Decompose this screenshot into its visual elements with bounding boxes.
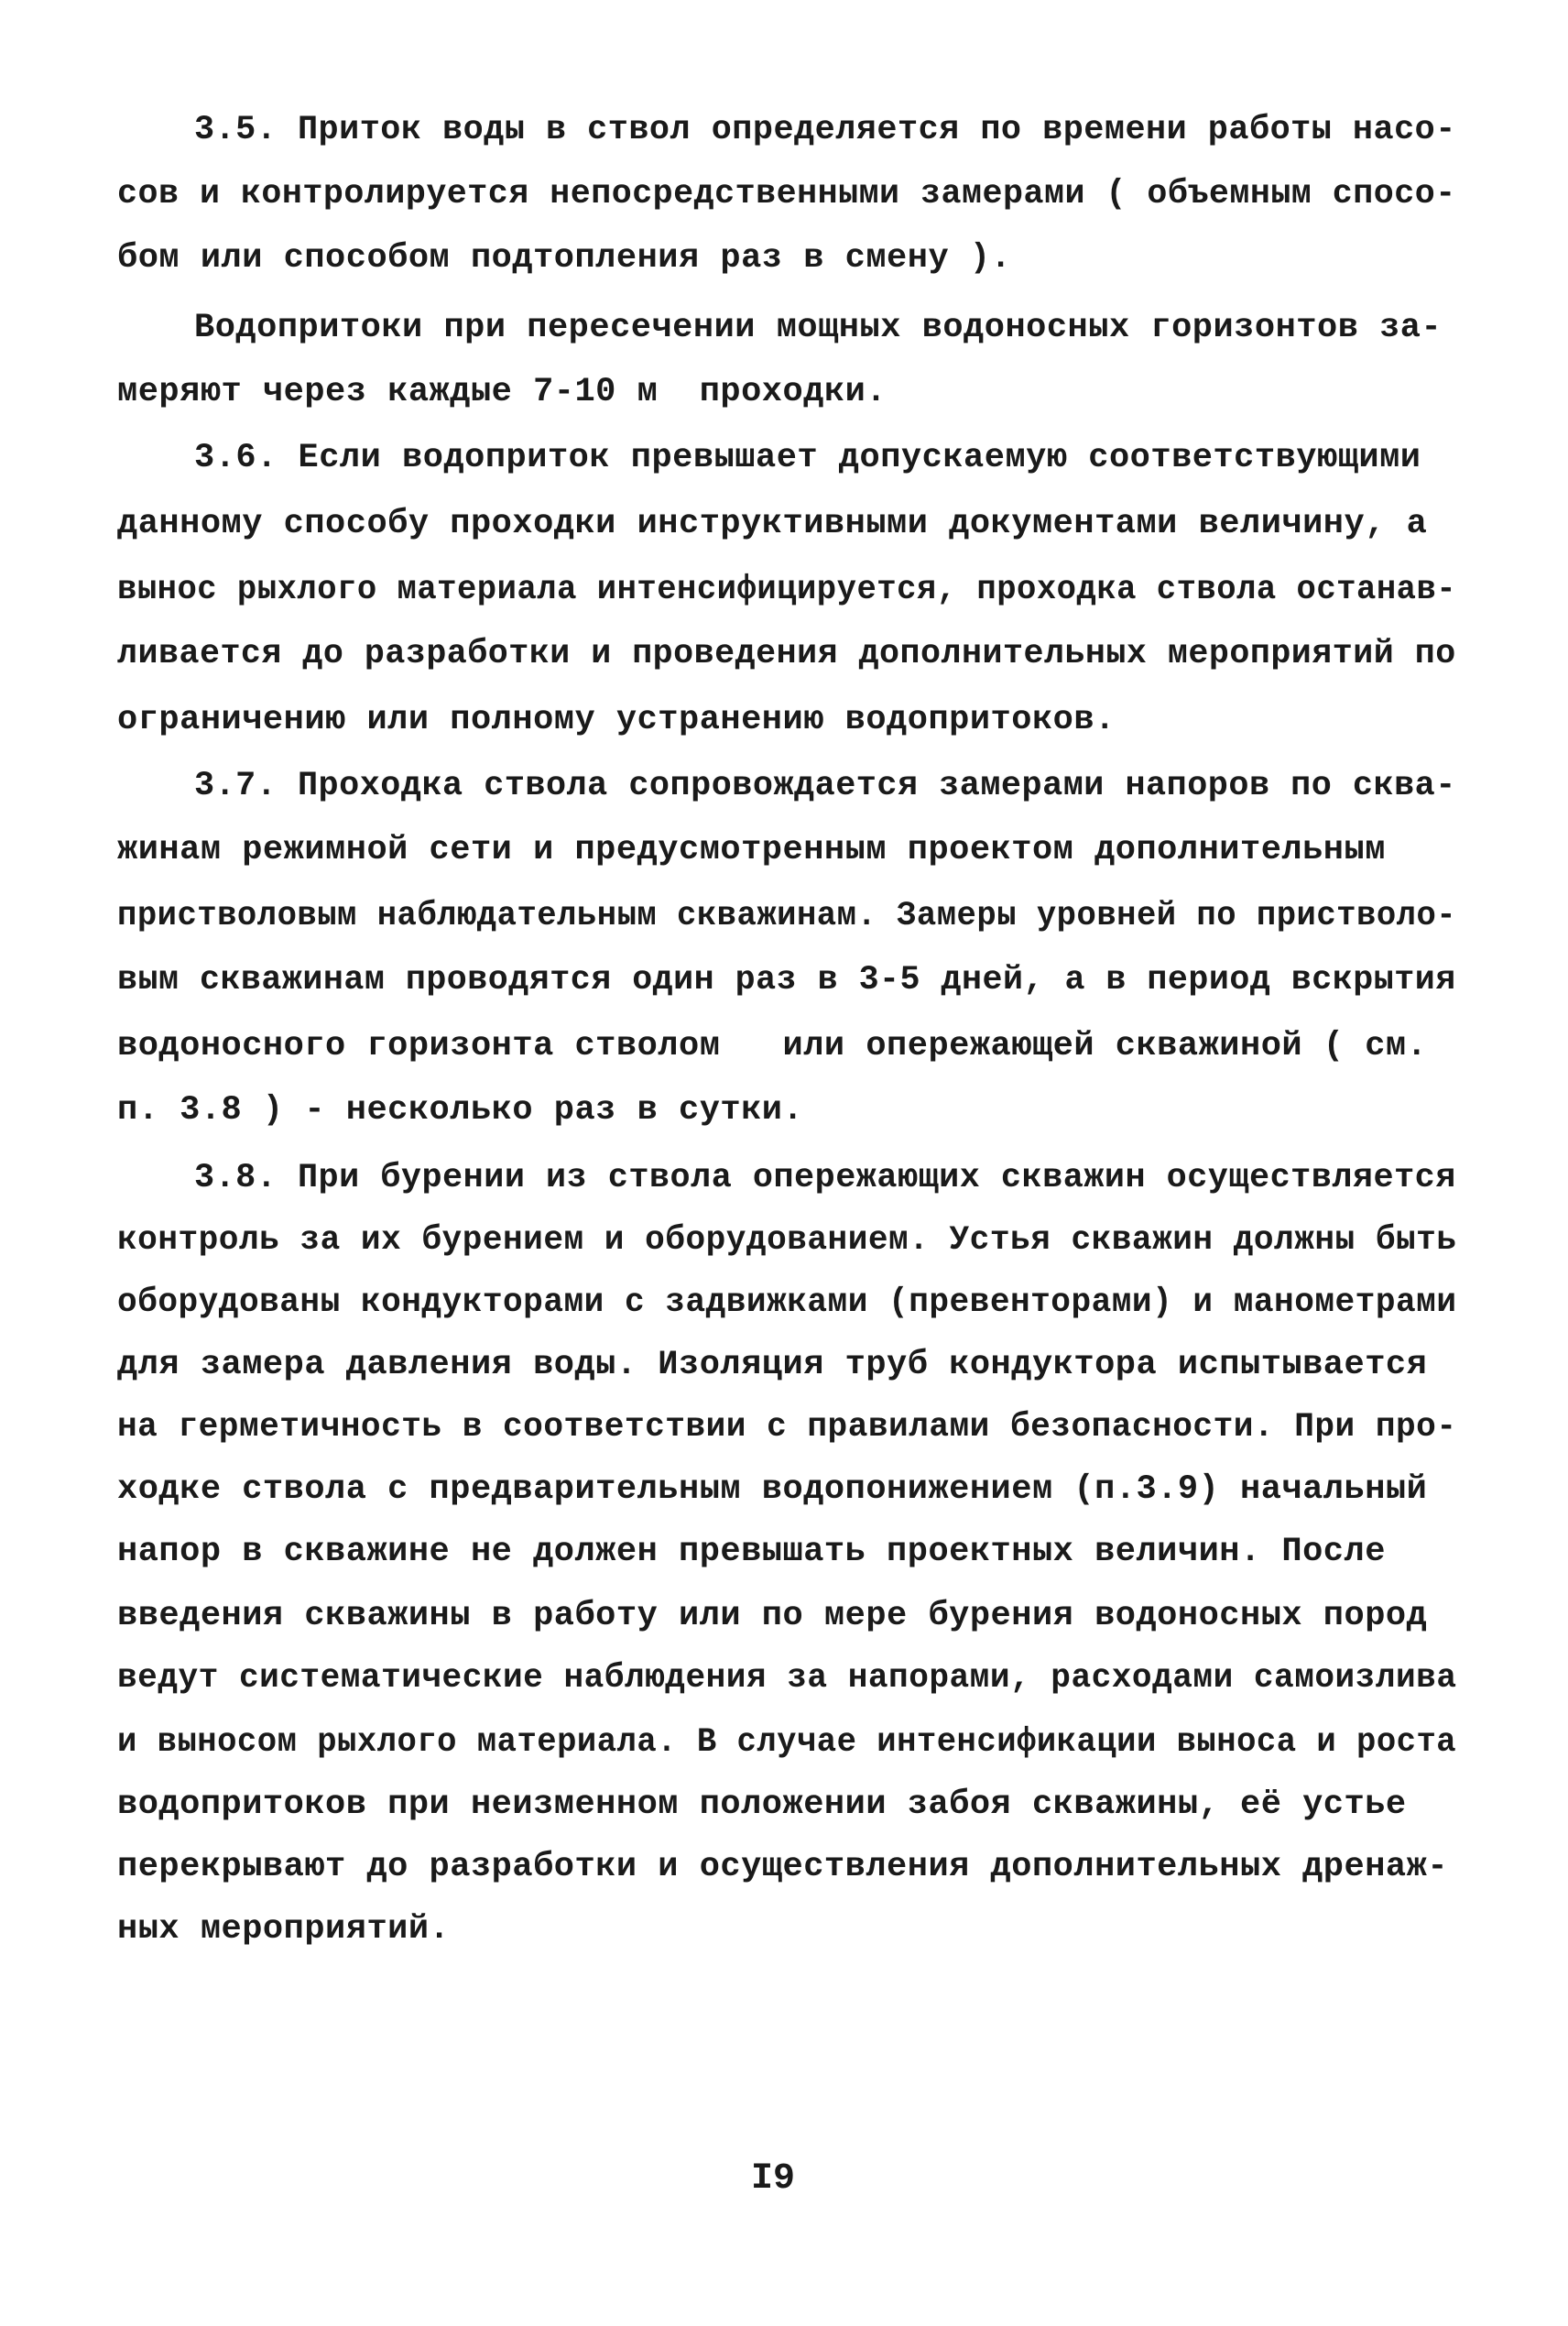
text-line: для замера давления воды. Изоляция труб кондуктора испытывается — [117, 1346, 1428, 1384]
text-line: водопритоков при неизменном положении забоя скважины, её устье — [117, 1785, 1407, 1824]
text-line: оборудованы кондукторами с задвижками (превенторами) и манометрами — [117, 1283, 1457, 1322]
text-line: введения скважины в работу или по мере бурения водоносных пород — [117, 1597, 1428, 1635]
text-line: водоносного горизонта стволом или опережающей скважиной ( см. — [117, 1027, 1428, 1065]
text-line: напор в скважине не должен превышать проектных величин. После — [117, 1533, 1386, 1571]
text-line: жинам режимной сети и предусмотренным проектом дополнительным — [117, 831, 1386, 869]
text-line: 3.8. При бурении из ствола опережающих скважин осуществляется — [194, 1159, 1456, 1197]
page-number: I9 — [751, 2158, 796, 2200]
text-line: ходке ствола с предварительным водопонижением (п.3.9) начальный — [117, 1470, 1428, 1509]
text-line: перекрывают до разработки и осуществления дополнительных дренаж- — [117, 1848, 1449, 1886]
text-line: Водопритоки при пересечении мощных водоносных горизонтов за- — [194, 309, 1443, 347]
text-line: контроль за их бурением и оборудованием. Устья скважин должны быть — [117, 1221, 1457, 1260]
text-line: ливается до разработки и проведения дополнительных мероприятий по — [117, 635, 1456, 673]
text-line: пристволовым наблюдательным скважинам. Замеры уровней по пристволо- — [117, 897, 1457, 935]
text-line: ных мероприятий. — [117, 1910, 451, 1949]
text-line: сов и контролируется непосредственными замерами ( объемным спосо- — [117, 175, 1456, 213]
text-line: бом или способом подтопления раз в смену ). — [117, 239, 1012, 278]
text-line: вынос рыхлого материала интенсифицируется, проходка ствола останав- — [117, 571, 1457, 609]
text-line: 3.5. Приток воды в ствол определяется по времени работы насо- — [194, 111, 1456, 149]
text-line: 3.6. Если водоприток превышает допускаемую соответствующими — [194, 439, 1421, 477]
text-line: 3.7. Проходка ствола сопровождается замерами напоров по сква- — [194, 767, 1456, 805]
text-line: на герметичность в соответствии с правилами безопасности. При про- — [117, 1408, 1457, 1447]
text-line: меряют через каждые 7-10 м проходки. — [117, 373, 887, 411]
text-line: ограничению или полному устранению водопритоков. — [117, 701, 1116, 739]
text-line: вым скважинам проводятся один раз в 3-5 дней, а в период вскрытия — [117, 961, 1456, 999]
text-line: данному способу проходки инструктивными документами величину, а — [117, 505, 1428, 543]
text-line: п. 3.8 ) - несколько раз в сутки. — [117, 1091, 804, 1130]
text-line: и выносом рыхлого материала. В случае интенсификации выноса и роста — [117, 1723, 1457, 1762]
text-line: ведут систематические наблюдения за напорами, расходами самоизлива — [117, 1659, 1457, 1698]
